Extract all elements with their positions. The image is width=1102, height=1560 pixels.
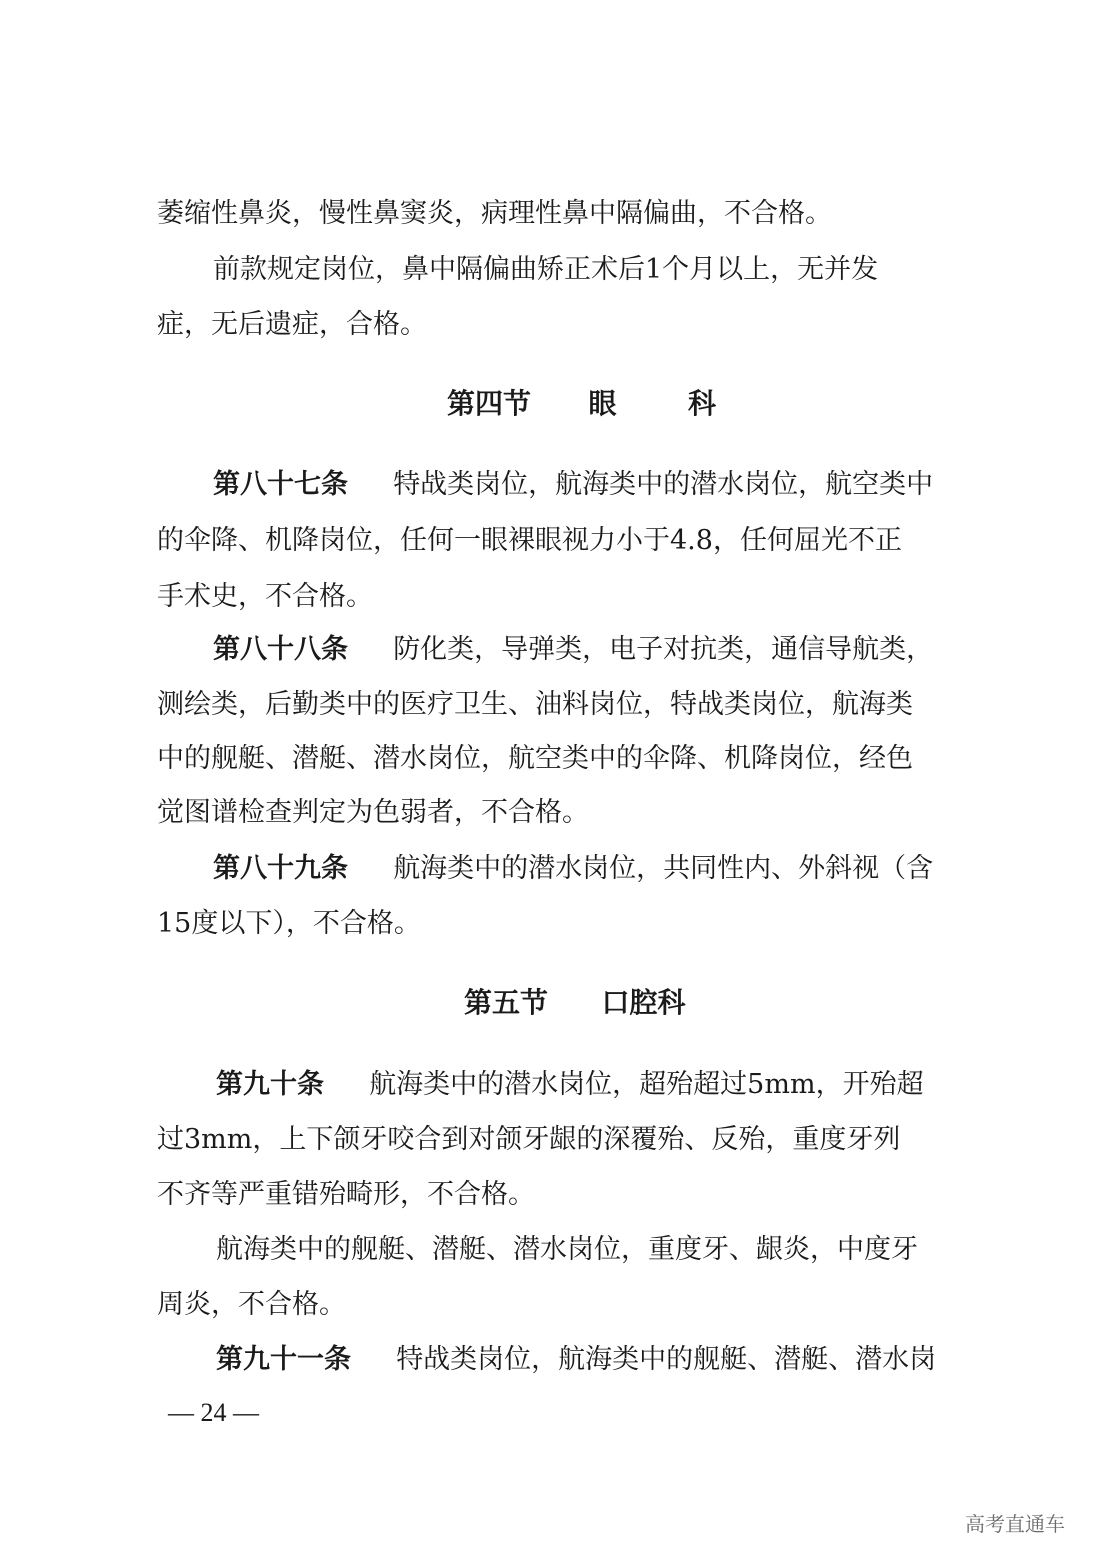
article-line <box>213 636 973 663</box>
text-line: 手术史，不合格。 <box>157 581 373 612</box>
text-line: 测绘类，后勤类中的医疗卫生、油料岗位，特战类岗位，航海类 <box>157 689 913 720</box>
text-line: 15度以下），不合格。 <box>157 908 421 939</box>
text-line-content: 前款规定岗位，鼻中隔偏曲矫正术后1个月以上，无并发 <box>213 254 879 285</box>
text-line: 觉图谱检查判定为色弱者，不合格。 <box>157 797 589 828</box>
section-title: 科 <box>688 387 717 420</box>
section-heading <box>447 387 717 420</box>
article-label: 第八十九条 <box>213 853 348 884</box>
text-line: 周炎，不合格。 <box>157 1289 346 1320</box>
page-number: — 24 — <box>168 1398 259 1427</box>
section-title: 口腔科 <box>601 986 686 1019</box>
article-label: 第八十八条 <box>213 634 348 665</box>
article-label: 第九十条 <box>216 1069 324 1100</box>
text-line: 航海类中的舰艇、潜艇、潜水岗位，重度牙、龈炎，中度牙 <box>216 1234 918 1265</box>
article-label: 第九十一条 <box>216 1344 351 1375</box>
article-label: 第八十七条 <box>213 469 348 500</box>
text-line: 萎缩性鼻炎，慢性鼻窦炎，病理性鼻中隔偏曲，不合格。 <box>157 198 832 229</box>
article-line <box>213 471 967 498</box>
article-line <box>213 855 933 882</box>
article-line <box>216 1346 936 1373</box>
article-line <box>216 1071 924 1098</box>
watermark-text: 高考直通车 <box>965 1512 1065 1536</box>
article-text: 航海类中的潜水岗位，超殆超过5mm，开殆超 <box>369 1069 924 1100</box>
text-line: 不齐等严重错殆畸形，不合格。 <box>157 1179 535 1210</box>
article-text: 特战类岗位，航海类中的潜水岗位，航空类中 <box>393 469 934 500</box>
text-line: 症，无后遗症，合格。 <box>157 309 427 340</box>
article-text: 航海类中的潜水岗位，共同性内、外斜视（含 <box>393 853 934 884</box>
section-number: 第四节 <box>447 387 532 420</box>
text-line <box>213 256 967 283</box>
article-text: 防化类，导弹类，电子对抗类，通信导航类， <box>393 634 934 665</box>
text-line: 中的舰艇、潜艇、潜水岗位，航空类中的伞降、机降岗位，经色 <box>157 743 913 774</box>
section-heading <box>464 986 686 1019</box>
section-title: 眼 <box>588 387 617 420</box>
text-line: 的伞降、机降岗位，任何一眼裸眼视力小于4.8，任何屈光不正 <box>157 525 902 556</box>
text-line: 过3mm，上下颌牙咬合到对颌牙龈的深覆殆、反殆，重度牙列 <box>157 1124 901 1155</box>
section-number: 第五节 <box>464 986 549 1019</box>
article-text: 特战类岗位，航海类中的舰艇、潜艇、潜水岗 <box>396 1344 937 1375</box>
